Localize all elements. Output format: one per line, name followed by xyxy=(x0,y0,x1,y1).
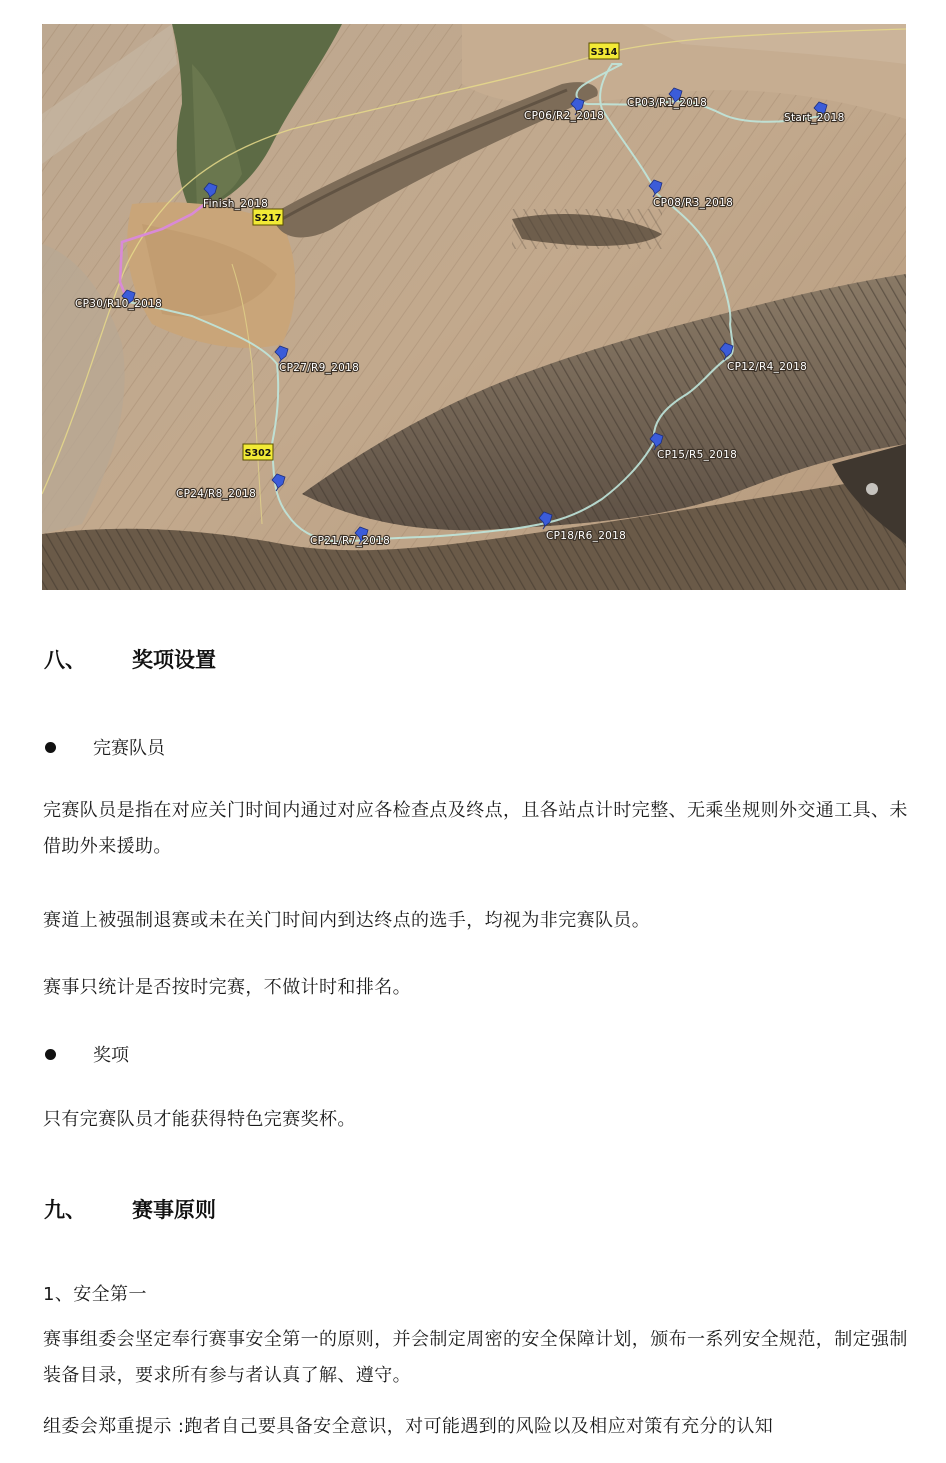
bullet-label: 完赛队员 xyxy=(93,738,165,759)
checkpoint-label: Finish_2018 xyxy=(203,198,269,210)
paragraph: 赛事只统计是否按时完赛，不做计时和排名。 xyxy=(43,977,411,998)
section-number: 八、 xyxy=(44,648,86,672)
paragraph: 完赛队员是指在对应关门时间内通过对应各检查点及终点，且各站点计时完整、无乘坐规则外交通工具、未借助外来援助。 xyxy=(43,800,908,857)
checkpoint-label: CP30/R10_2018 xyxy=(75,298,163,310)
route-map xyxy=(42,24,906,590)
section-8-heading xyxy=(44,644,216,674)
checkpoint-label: CP27/R9_2018 xyxy=(279,362,360,374)
checkpoint-label: CP06/R2_2018 xyxy=(524,110,605,122)
section-9-heading xyxy=(44,1194,216,1224)
road-label: S302 xyxy=(244,448,272,459)
checkpoint-label: CP12/R4_2018 xyxy=(727,361,808,373)
section-number: 九、 xyxy=(44,1198,86,1222)
checkpoint-label: Start_2018 xyxy=(784,112,845,124)
subheading: 1、安全第一 xyxy=(43,1284,147,1305)
section-title: 赛事原则 xyxy=(132,1198,216,1222)
bullet-item xyxy=(44,1041,129,1067)
paragraph: 赛道上被强制退赛或未在关门时间内到达终点的选手，均视为非完赛队员。 xyxy=(43,910,651,931)
bullet-label: 奖项 xyxy=(93,1045,129,1066)
bullet-item xyxy=(44,734,165,760)
checkpoint-label: CP21/R7_2018 xyxy=(310,535,391,547)
road-label: S314 xyxy=(590,47,618,58)
bullet-icon xyxy=(45,1049,56,1060)
paragraph: 组委会郑重提示 :跑者自己要具备安全意识，对可能遇到的风险以及相应对策有充分的认知 xyxy=(43,1416,774,1437)
bullet-icon xyxy=(45,742,56,753)
checkpoint-label: CP03/R1_2018 xyxy=(627,97,708,109)
checkpoint-label: CP08/R3_2018 xyxy=(653,197,734,209)
checkpoint-label: CP15/R5_2018 xyxy=(657,449,738,461)
paragraph: 只有完赛队员才能获得特色完赛奖杯。 xyxy=(43,1109,356,1130)
paragraph: 赛事组委会坚定奉行赛事安全第一的原则，并会制定周密的安全保障计划，颁布一系列安全规范，制定强制装备目录，要求所有参与者认真了解、遵守。 xyxy=(43,1329,908,1386)
checkpoint-label: CP18/R6_2018 xyxy=(546,530,627,542)
road-sign-s302 xyxy=(243,444,273,460)
checkpoint-label: CP24/R8_2018 xyxy=(176,488,257,500)
road-sign-s217 xyxy=(253,209,283,225)
road-label: S217 xyxy=(254,213,282,224)
road-sign-s314 xyxy=(589,43,619,59)
section-title: 奖项设置 xyxy=(132,648,216,672)
